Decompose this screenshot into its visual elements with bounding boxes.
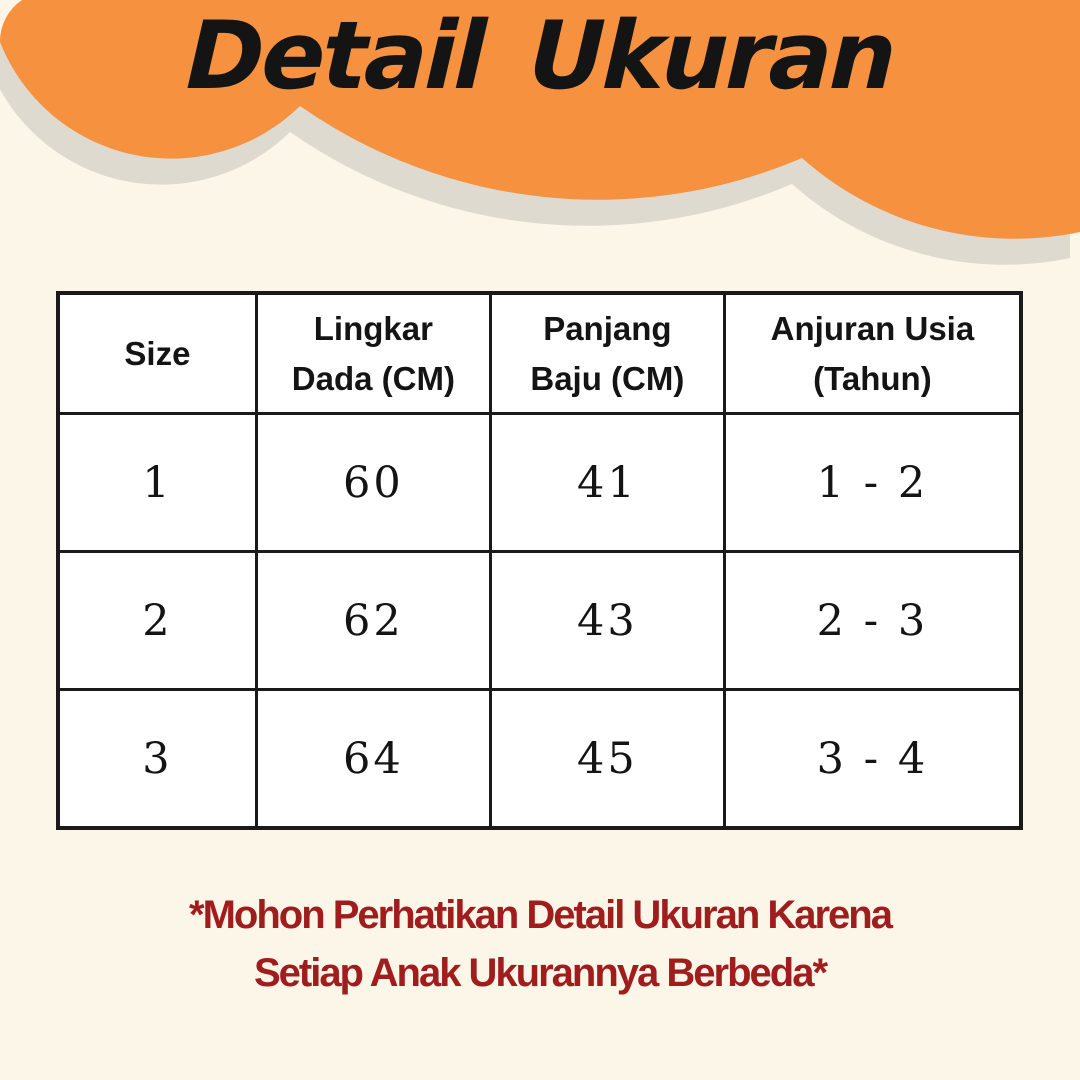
header-row — [58, 293, 1021, 414]
column-header-length — [490, 293, 724, 414]
disclaimer-line-1: *Mohon Perhatikan Detail Ukuran Karena — [189, 893, 891, 937]
column-header-label: Size — [124, 334, 191, 372]
disclaimer-note — [0, 886, 1080, 1002]
cell-length-cm: 43 — [490, 552, 724, 690]
cell-age-range: 2 - 3 — [724, 552, 1021, 690]
size-table — [56, 291, 1023, 830]
table-row-size-2 — [58, 552, 1021, 690]
cell-chest-cm: 64 — [256, 690, 490, 829]
cell-age-range: 3 - 4 — [724, 690, 1021, 829]
column-header-age — [724, 293, 1021, 414]
column-header-label-line2: Baju (CM) — [530, 359, 685, 397]
column-header-label-line2: (Tahun) — [813, 359, 932, 397]
cell-chest-cm: 60 — [256, 414, 490, 552]
cell-length-cm: 41 — [490, 414, 724, 552]
page-title: Detail Ukuran — [184, 2, 896, 111]
table-row-size-1 — [58, 414, 1021, 552]
column-header-label-line1: Anjuran Usia — [770, 310, 975, 347]
cell-size: 3 — [58, 690, 256, 829]
cell-chest-cm: 62 — [256, 552, 490, 690]
table-row-size-3 — [58, 690, 1021, 829]
column-header-label-line1: Lingkar — [313, 310, 433, 347]
cell-size: 1 — [58, 414, 256, 552]
column-header-chest — [256, 293, 490, 414]
cloud-banner — [0, 0, 1080, 300]
column-header-size — [58, 293, 256, 414]
cell-age-range: 1 - 2 — [724, 414, 1021, 552]
disclaimer-line-2: Setiap Anak Ukurannya Berbeda* — [253, 951, 827, 995]
cell-size: 2 — [58, 552, 256, 690]
cell-length-cm: 45 — [490, 690, 724, 829]
column-header-label-line2: Dada (CM) — [291, 359, 455, 397]
column-header-label-line1: Panjang — [543, 310, 672, 347]
